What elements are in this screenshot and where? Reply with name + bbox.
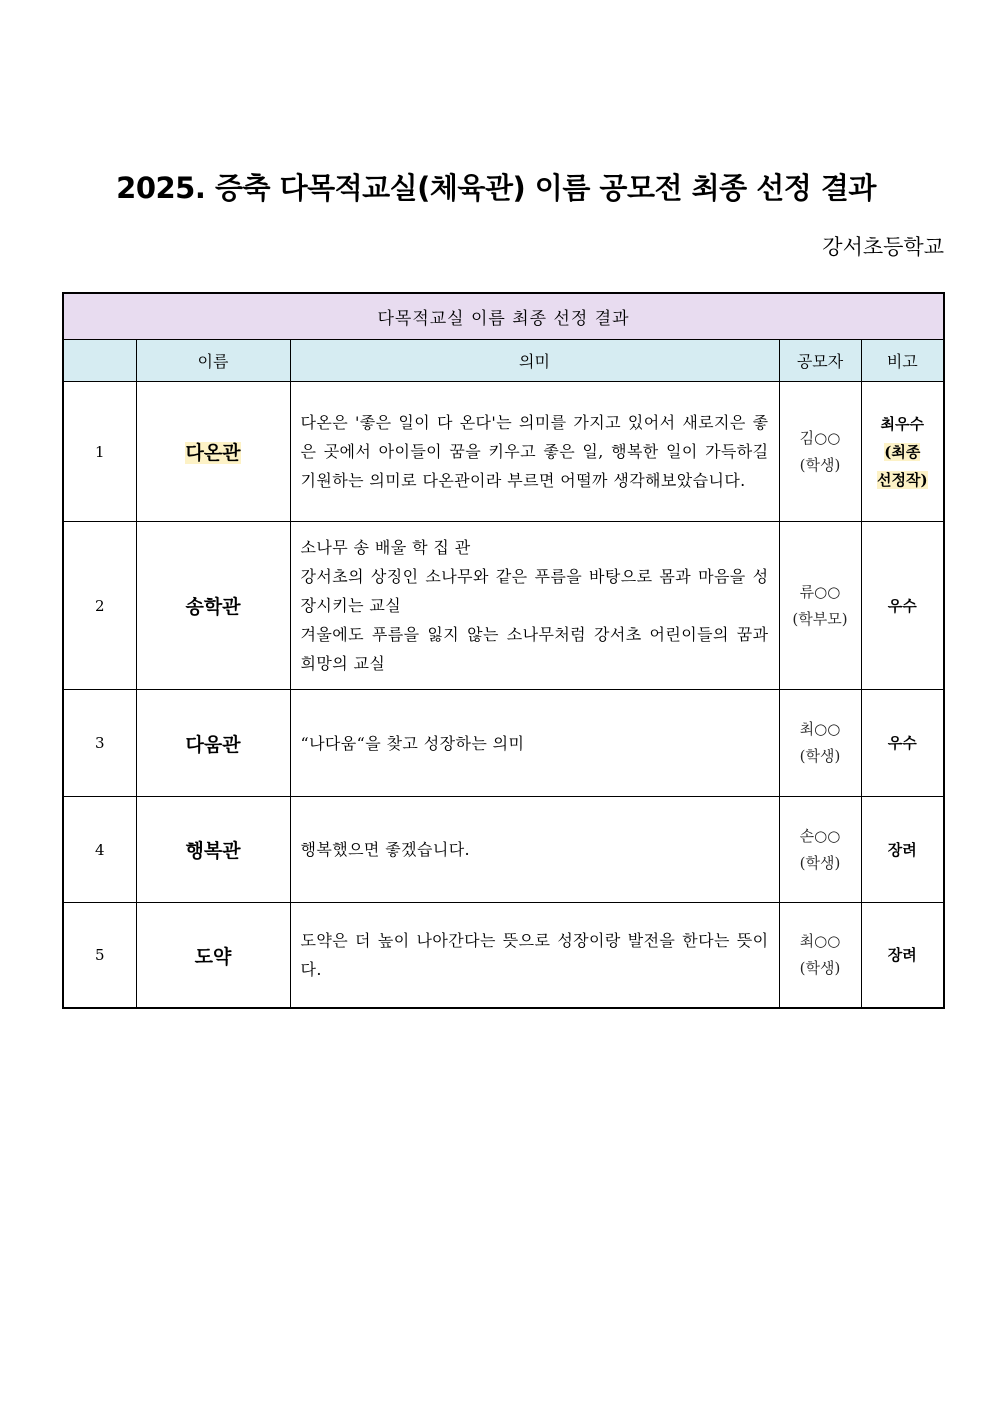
entrant-name: 류○○ (799, 582, 841, 601)
table-row (63, 903, 944, 1009)
meaning-line: 강서초의 상징인 소나무와 같은 푸름을 바탕으로 몸과 마음을 성장시키는 교실 (300, 567, 769, 615)
entrant-role: (학생) (799, 455, 841, 474)
name-highlight: 다온관 (185, 442, 241, 464)
row-number: 5 (63, 903, 136, 1009)
header-remark: 비고 (861, 340, 944, 382)
row-remark (861, 690, 944, 797)
row-meaning (290, 690, 779, 797)
header-number (63, 340, 136, 382)
header-name: 이름 (136, 340, 290, 382)
remark-line (862, 438, 944, 466)
table-header-row (63, 340, 944, 382)
row-name: 행복관 (136, 797, 290, 903)
row-name: 송학관 (136, 522, 290, 690)
meaning-line: “나다움“을 찾고 성장하는 의미 (300, 733, 525, 753)
entrant-name: 최○○ (799, 932, 841, 950)
entrant-role: (학생) (799, 853, 841, 872)
table-row (63, 382, 944, 522)
row-number: 2 (63, 522, 136, 690)
row-name: 도약 (136, 903, 290, 1009)
entrant-name: 손○○ (799, 826, 841, 845)
table-row (63, 690, 944, 797)
header-meaning: 의미 (290, 340, 779, 382)
results-table (62, 292, 945, 1009)
row-entrant (779, 522, 861, 690)
school-name: 강서초등학교 (822, 235, 944, 259)
remark-line: 장려 (887, 946, 917, 964)
row-remark (861, 522, 944, 690)
row-entrant (779, 690, 861, 797)
meaning-line: 겨울에도 푸름을 잃지 않는 소나무처럼 강서초 어린이들의 꿈과 희망의 교실 (300, 625, 769, 673)
row-meaning (290, 522, 779, 690)
remark-highlight: 선정작) (876, 470, 928, 489)
remark-line (862, 466, 944, 494)
remark-line: 최우수 (880, 414, 925, 433)
entrant-role: (학생) (799, 747, 841, 765)
document-title: 2025. 증축 다목적교실(체육관) 이름 공모전 최종 선정 결과 (116, 171, 876, 205)
row-meaning (290, 382, 779, 522)
meaning-line: 도약은 더 높이 나아간다는 뜻으로 성장이랑 발전을 한다는 뜻이다. (300, 931, 769, 979)
remark-line: 장려 (887, 840, 917, 859)
table-row (63, 797, 944, 903)
header-entrant: 공모자 (779, 340, 861, 382)
entrant-role: (학생) (799, 959, 841, 977)
row-number: 3 (63, 690, 136, 797)
row-entrant (779, 903, 861, 1009)
entrant-role: (학부모) (792, 609, 848, 628)
row-entrant (779, 382, 861, 522)
meaning-line: 다온은 '좋은 일이 다 온다'는 의미를 가지고 있어서 새로지은 좋은 곳에서 아이들이 꿈을 키우고 좋은 일, 행복한 일이 가득하길 기원하는 의미로 다온관이라 부르면 어떨까 생각해보았습니다. (300, 413, 769, 490)
remark-highlight: (최종 (884, 442, 921, 461)
row-name: 다움관 (136, 690, 290, 797)
row-number: 4 (63, 797, 136, 903)
row-meaning (290, 903, 779, 1009)
entrant-name: 최○○ (799, 720, 841, 738)
row-meaning (290, 797, 779, 903)
remark-line: 우수 (887, 596, 917, 615)
row-entrant (779, 797, 861, 903)
meaning-line: 행복했으면 좋겠습니다. (300, 840, 471, 859)
row-number: 1 (63, 382, 136, 522)
row-remark (861, 382, 944, 522)
row-remark (861, 797, 944, 903)
meaning-line: 소나무 송 배울 학 집 관 (300, 538, 471, 557)
remark-line: 우수 (887, 734, 917, 752)
row-remark (861, 903, 944, 1009)
table-caption-row (63, 293, 944, 340)
row-name (136, 382, 290, 522)
table-caption: 다목적교실 이름 최종 선정 결과 (63, 293, 944, 340)
table-row (63, 522, 944, 690)
entrant-name: 김○○ (799, 428, 841, 447)
